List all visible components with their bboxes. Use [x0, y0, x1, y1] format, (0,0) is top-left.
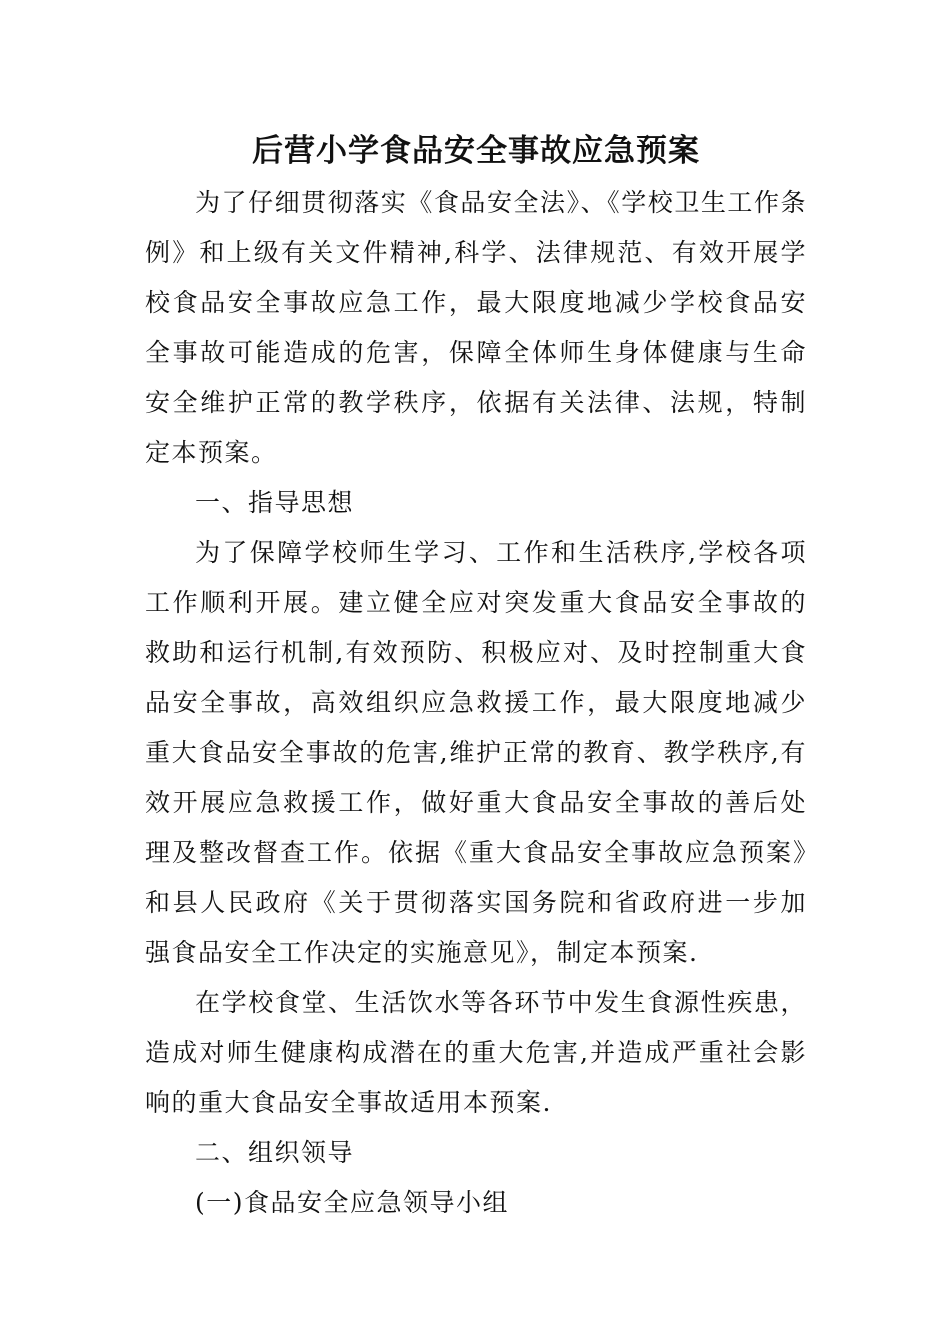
intro-paragraph: 为了仔细贯彻落实《食品安全法》、《学校卫生工作条例》和上级有关文件精神,科学、法律规范、有效开展学校食品安全事故应急工作，最大限度地减少学校食品安全事故可能造成的危害，保障全体师生身体健康与生命安全维护正常的教学秩序，依据有关法律、法规，特制定本预案。: [145, 188, 807, 467]
scope-paragraph: 在学校食堂、生活饮水等各环节中发生食源性疾患，造成对师生健康构成潜在的重大危害,并造成严重社会影响的重大食品安全事故适用本预案.: [145, 988, 807, 1117]
subsection-heading-leadership-group: (一)食品安全应急领导小组: [195, 1188, 510, 1217]
section-heading-organization: 二、组织领导: [195, 1138, 355, 1167]
document-body: [145, 124, 807, 1228]
section-heading-guiding-ideology: 一、指导思想: [195, 488, 355, 517]
guiding-ideology-paragraph: 为了保障学校师生学习、工作和生活秩序,学校各项工作顺利开展。建立健全应对突发重大食品安全事故的救助和运行机制,有效预防、积极应对、及时控制重大食品安全事故，高效组织应急救援工作，最大限度地减少重大食品安全事故的危害,维护正常的教育、教学秩序,有效开展应急救援工作，做好重大食品安全事故的善后处理及整改督查工作。依据《重大食品安全事故应急预案》和县人民政府《关于贯彻落实国务院和省政府进一步加强食品安全工作决定的实施意见》，制定本预案.: [145, 538, 807, 967]
document-title: 后营小学食品安全事故应急预案: [252, 133, 700, 169]
